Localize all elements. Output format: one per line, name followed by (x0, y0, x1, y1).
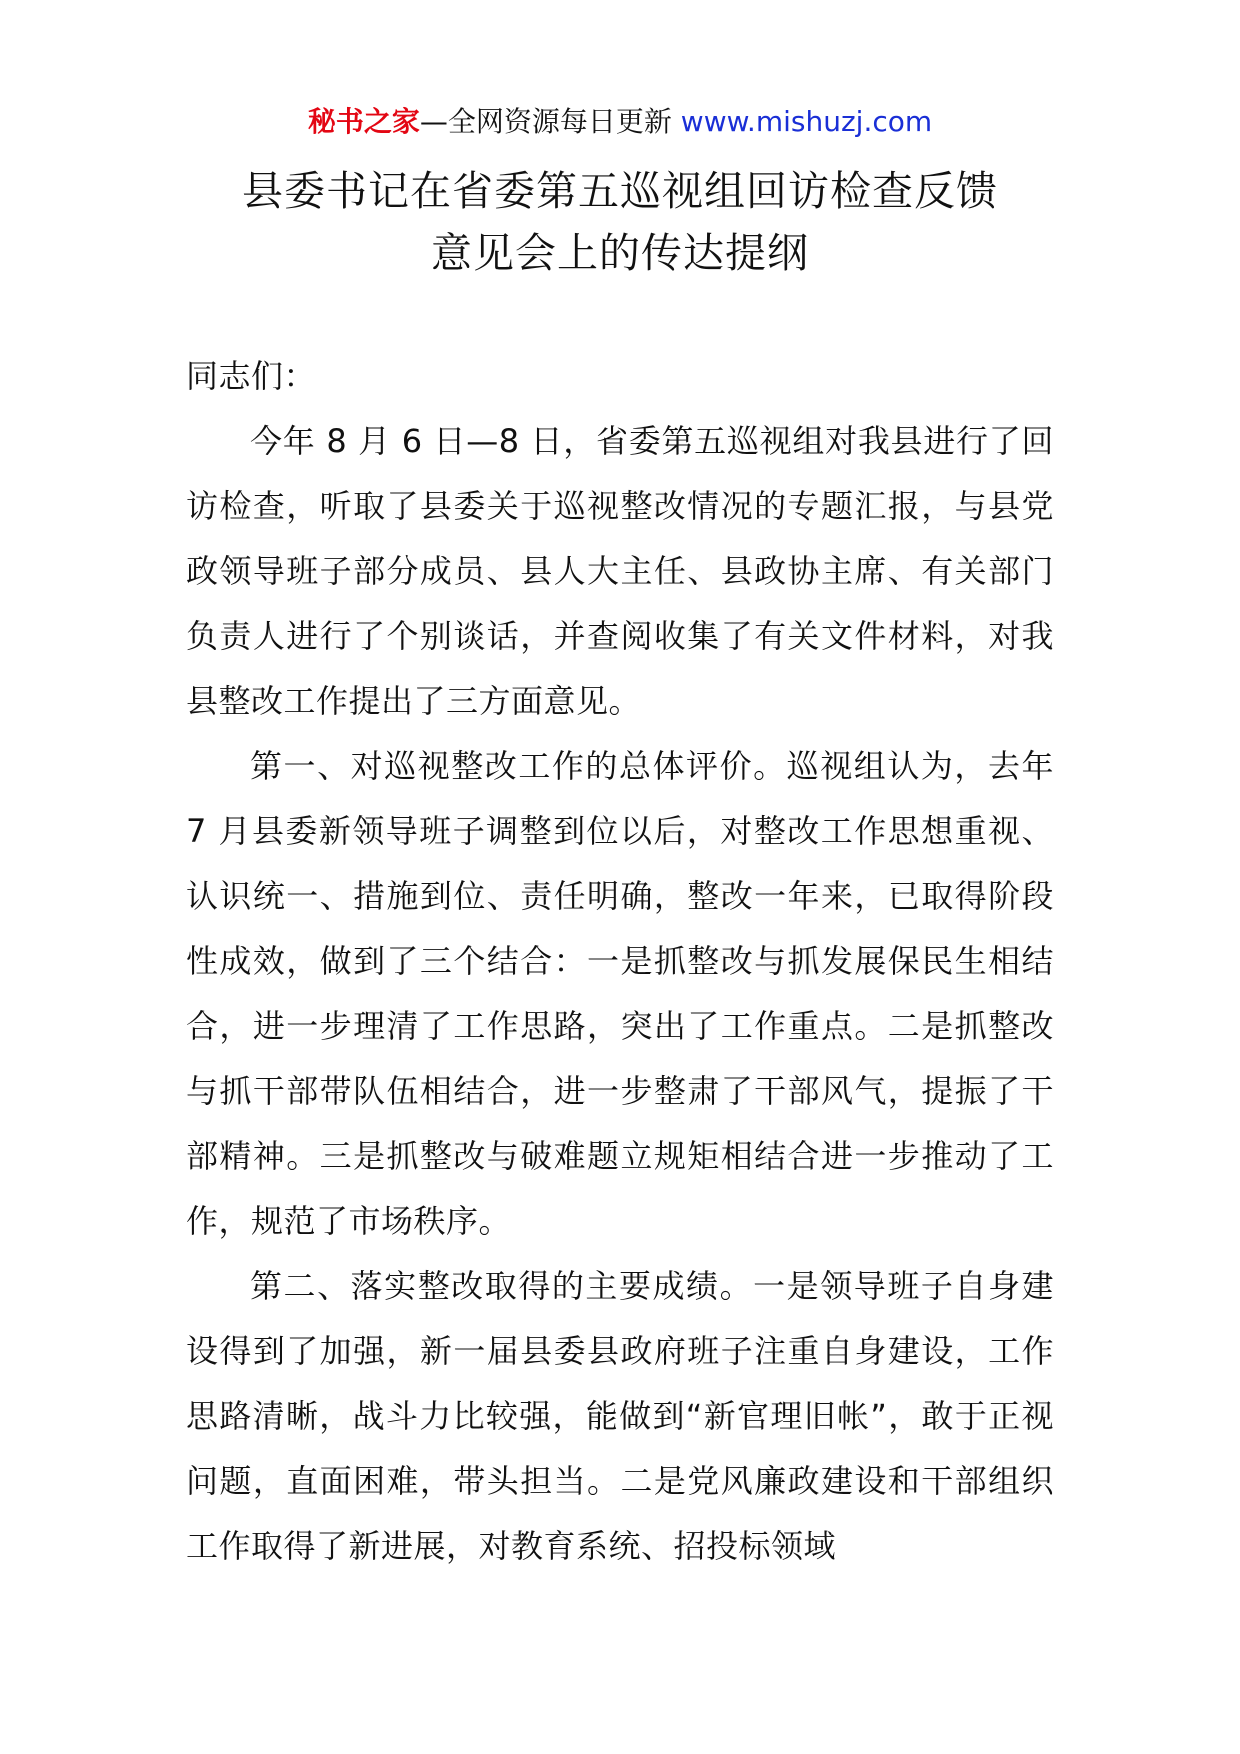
header-tagline: —全网资源每日更新 (419, 105, 672, 138)
salutation: 同志们： (186, 357, 317, 395)
document-body (186, 344, 1054, 1579)
website-link[interactable]: www.mishuzj.com (680, 105, 933, 138)
site-header (186, 102, 1054, 142)
title-line-2: 意见会上的传达提纲 (431, 229, 809, 277)
brand-name: 秘书之家 (307, 105, 420, 138)
title-line-1: 县委书记在省委第五巡视组回访检查反馈 (242, 167, 998, 215)
paragraph-2: 第一、对巡视整改工作的总体评价。巡视组认为，去年 7 月县委新领导班子调整到位以后，对整改工作思想重视、认识统一、措施到位、责任明确，整改一年来，已取得阶段性成效，做到了三个结合：一是抓整改与抓发展保民生相结合，进一步理清了工作思路，突出了工作重点。二是抓整改与抓干部带队伍相结合，进一步整肃了干部风气，提振了干部精神。三是抓整改与破难题立规矩相结合进一步推动了工作，规范了市场秩序。 (186, 747, 1054, 1240)
document-title (186, 160, 1054, 284)
paragraph-1: 今年 8 月 6 日—8 日，省委第五巡视组对我县进行了回访检查，听取了县委关于巡视整改情况的专题汇报，与县党政领导班子部分成员、县人大主任、县政协主席、有关部门负责人进行了个别谈话，并查阅收集了有关文件材料，对我县整改工作提出了三方面意见。 (186, 422, 1054, 720)
paragraph-3: 第二、落实整改取得的主要成绩。一是领导班子自身建设得到了加强，新一届县委县政府班子注重自身建设，工作思路清晰，战斗力比较强，能做到“新官理旧帐”，敢于正视问题，直面困难，带头担当。二是党风廉政建设和干部组织工作取得了新进展，对教育系统、招投标领域 (186, 1267, 1054, 1565)
